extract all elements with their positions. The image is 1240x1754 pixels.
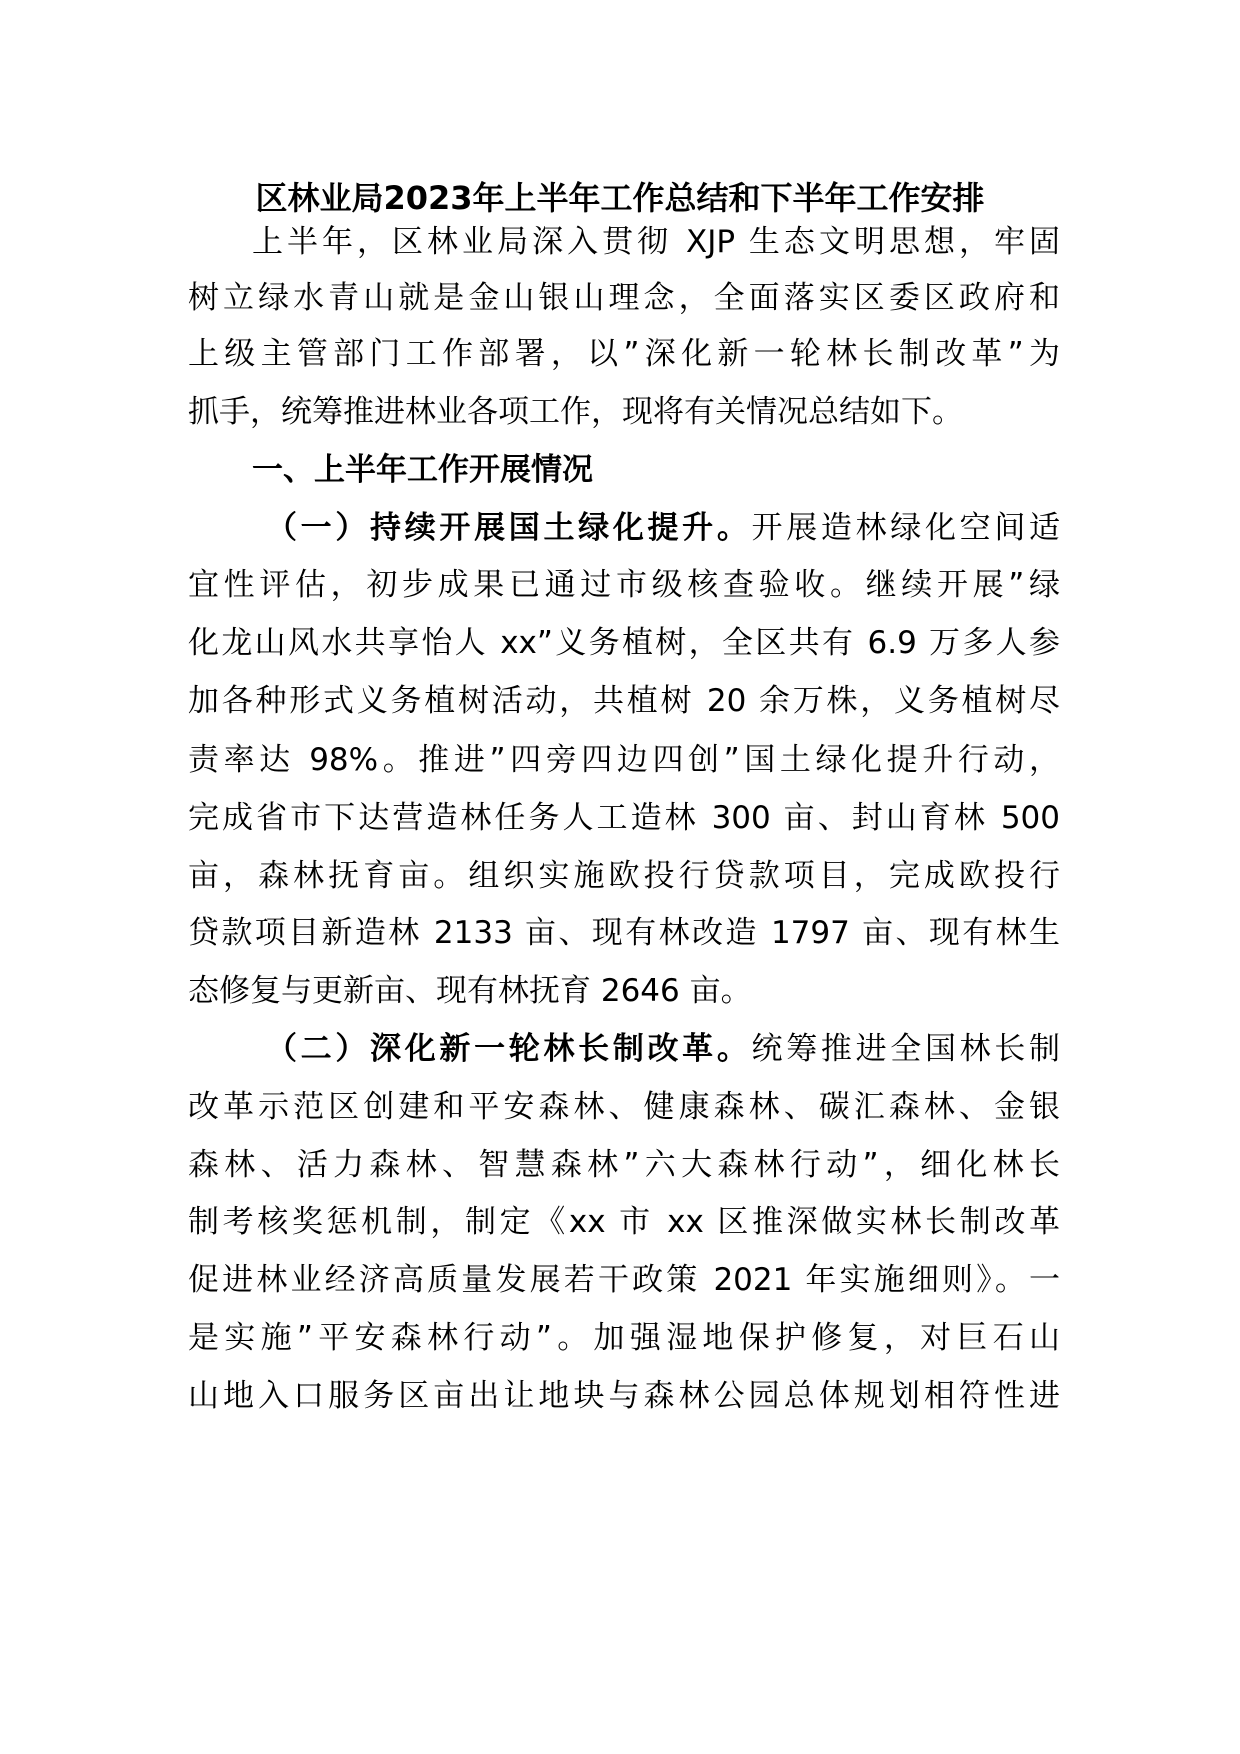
- item-2-line-5: 促进林业经济高质量发展若干政策 2021 年实施细则》。一: [188, 1262, 1060, 1298]
- item-2-line-6: 是实施”平安森林行动”。加强湿地保护修复，对巨石山: [188, 1320, 1060, 1356]
- item-2-first-line: [266, 1016, 1060, 1082]
- item-1-line-5: 责率达 98%。推进”四旁四边四创”国土绿化提升行动，: [188, 742, 1060, 778]
- item-2-line-7: 山地入口服务区亩出让地块与森林公园总体规划相符性进: [188, 1378, 1060, 1414]
- intro-line-1: 上半年，区林业局深入贯彻 XJP 生态文明思想，牢固: [252, 224, 1060, 260]
- item-1-heading: （一）持续开展国土绿化提升。: [266, 510, 752, 546]
- item-2-heading: （二）深化新一轮林长制改革。: [266, 1031, 752, 1067]
- item-1-line-3: 化龙山风水共享怡人 xx”义务植树，全区共有 6.9 万多人参: [188, 625, 1060, 661]
- item-2-line-4: 制考核奖惩机制，制定《xx 市 xx 区推深做实林长制改革: [188, 1204, 1060, 1240]
- intro-line-4: 抓手，统筹推进林业各项工作，现将有关情况总结如下。: [188, 394, 963, 430]
- intro-line-2: 树立绿水青山就是金山银山理念，全面落实区委区政府和: [188, 280, 1060, 316]
- item-1-line-6: 完成省市下达营造林任务人工造林 300 亩、封山育林 500: [188, 800, 1060, 836]
- item-2-first-line-text: 统筹推进全国林长制: [751, 1031, 1061, 1067]
- intro-line-3: 上级主管部门工作部署，以”深化新一轮林长制改革”为: [188, 336, 1060, 372]
- item-1-line-8: 贷款项目新造林 2133 亩、现有林改造 1797 亩、现有林生: [188, 915, 1060, 951]
- item-1-line-2: 宜性评估，初步成果已通过市级核查验收。继续开展”绿: [188, 567, 1060, 603]
- item-1-line-9: 态修复与更新亩、现有林抚育 2646 亩。: [188, 973, 752, 1009]
- section-heading-1: 一、上半年工作开展情况: [252, 452, 593, 488]
- item-1-line-7: 亩，森林抚育亩。组织实施欧投行贷款项目，完成欧投行: [188, 858, 1060, 894]
- item-2-line-3: 森林、活力森林、智慧森林”六大森林行动”，细化林长: [188, 1147, 1060, 1183]
- document-title: 区林业局2023年上半年工作总结和下半年工作安排: [255, 179, 985, 217]
- item-2-line-2: 改革示范区创建和平安森林、健康森林、碳汇森林、金银: [188, 1089, 1060, 1125]
- item-1-first-line-text: 开展造林绿化空间适: [751, 510, 1061, 546]
- item-1-line-4: 加各种形式义务植树活动，共植树 20 余万株，义务植树尽: [188, 683, 1060, 719]
